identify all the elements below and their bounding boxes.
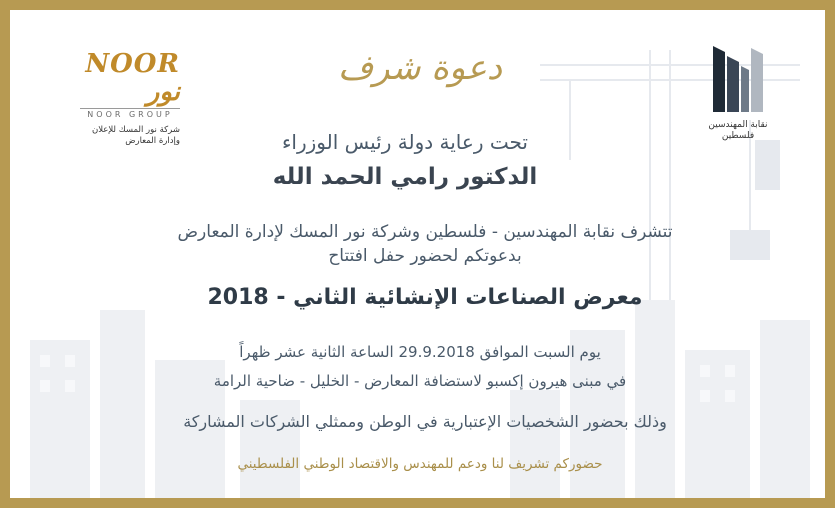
engineers-name xyxy=(698,120,778,142)
noor-group-logo xyxy=(80,50,180,147)
noor-arabic-name xyxy=(80,125,180,147)
engineers-name-line-1: نقابة المهندسين xyxy=(708,120,768,130)
presence-line: وذلك بحضور الشخصيات الإعتبارية في الوطن وممثلي الشركات المشاركة xyxy=(183,412,667,431)
engineers-name-line-2: فلسطين xyxy=(721,131,755,141)
engineers-emblem-icon xyxy=(709,42,767,114)
thanks-line: حضوركم تشريف لنا ودعم للمهندس والاقتصاد الوطني الفلسطيني xyxy=(237,456,603,472)
noor-brand-wordmark: NOOR نور xyxy=(85,49,180,107)
engineers-association-logo xyxy=(698,42,778,142)
patronage-line: تحت رعاية دولة رئيس الوزراء xyxy=(282,130,528,154)
invitation-title: دعوة شرف xyxy=(337,48,503,88)
exhibition-name: معرض الصناعات الإنشائية الثاني - 2018 xyxy=(207,285,643,310)
invitation-line-2: بدعوتكم لحضور حفل افتتاح xyxy=(328,246,522,266)
noor-group-label: NOOR GROUP xyxy=(80,108,180,119)
venue-line: في مبنى هيرون إكسبو لاستضافة المعارض - الخليل - ضاحية الرامة xyxy=(213,372,627,390)
noor-arabic-line-1: شركة نور المسك للإعلان xyxy=(91,125,180,135)
patron-name: الدكتور رامي الحمد الله xyxy=(272,164,538,190)
invitation-inner xyxy=(10,10,825,498)
date-line: يوم السبت الموافق 29.9.2018 الساعة الثانية عشر ظهراً xyxy=(239,343,601,361)
invitation-line-1: تتشرف نقابة المهندسين - فلسطين وشركة نور المسك لإدارة المعارض xyxy=(177,222,673,242)
noor-arabic-line-2: وإدارة المعارض xyxy=(125,136,180,146)
